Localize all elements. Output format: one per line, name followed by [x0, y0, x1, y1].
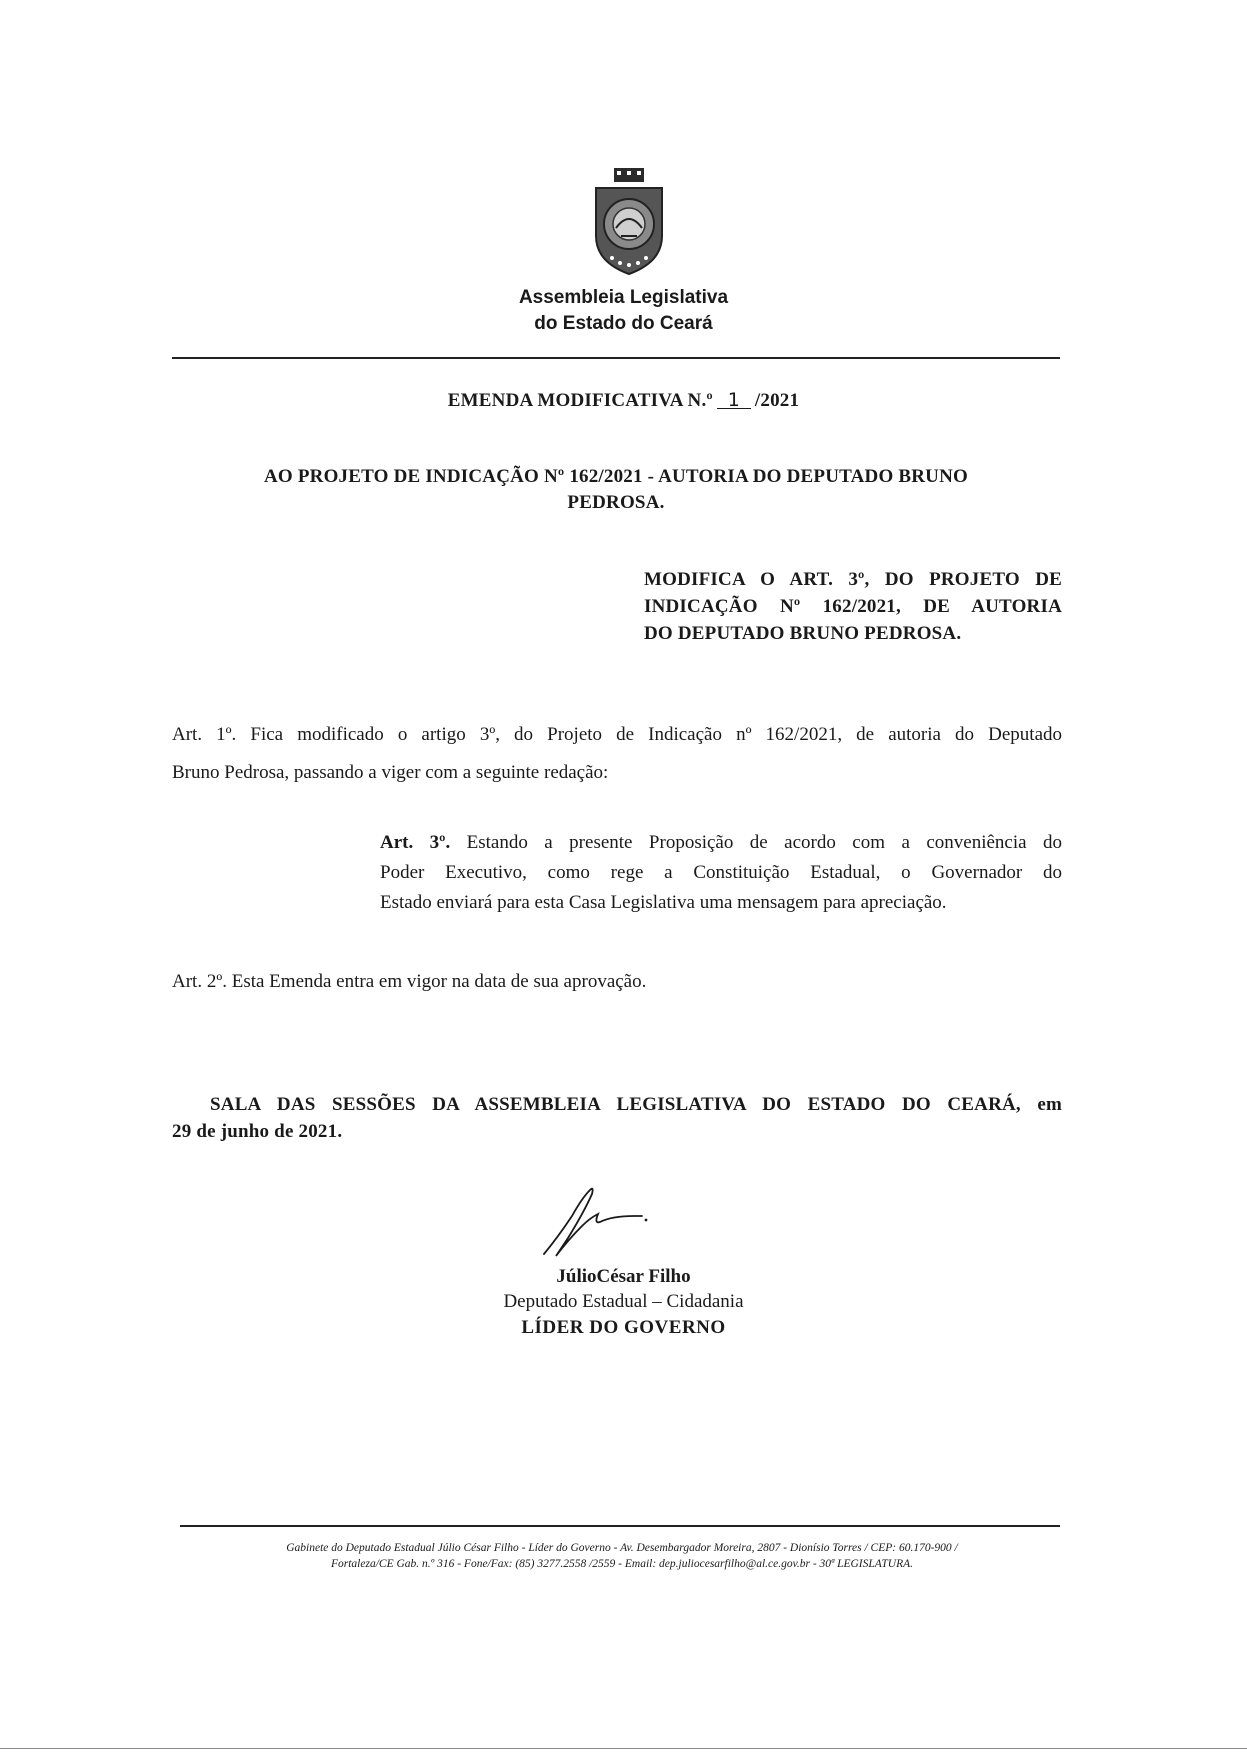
project-reference-line1: AO PROJETO DE INDICAÇÃO Nº 162/2021 - AUTORIA DO DEPUTADO BRUNO — [264, 466, 968, 487]
amendment-title-prefix: EMENDA MODIFICATIVA N.º — [447, 390, 713, 411]
closing-line2: 29 de junho de 2021. — [172, 1121, 343, 1142]
organization-name-line2: do Estado do Ceará — [534, 313, 713, 334]
amendment-title — [0, 390, 1247, 412]
signer-name: JúlioCésar Filho — [556, 1266, 691, 1287]
article-3-line2: Poder Executivo, como rege a Constituição Estadual, o Governador do — [380, 862, 1062, 883]
article-2: Art. 2º. Esta Emenda entra em vigor na data de sua aprovação. — [172, 971, 647, 992]
article-3-line1 — [380, 826, 1062, 859]
header-divider — [172, 357, 1060, 359]
summary-line3: DO DEPUTADO BRUNO PEDROSA. — [644, 623, 962, 644]
amendment-title-suffix: /2021 — [754, 390, 800, 411]
handwritten-amendment-number: 1 — [717, 392, 751, 409]
footer-address-line2: Fortaleza/CE Gab. n.º 316 - Fone/Fax: (85) 3277.2558 /2559 - Email: dep.juliocesarfilho@al.ce.gov.br - 30ª LEGISLATURA. — [330, 1558, 914, 1570]
closing-line1: SALA DAS SESSÕES DA ASSEMBLEIA LEGISLATIVA DO ESTADO DO CEARÁ, em — [210, 1094, 1062, 1115]
signer-role: Deputado Estadual – Cidadania — [503, 1291, 744, 1312]
organization-name-line1: Assembleia Legislativa — [518, 287, 729, 308]
article-1-line1: Art. 1º. Fica modificado o artigo 3º, do Projeto de Indicação nº 162/2021, de autoria do Deputado — [172, 724, 1062, 745]
scan-edge-line — [0, 1748, 1247, 1749]
article-3-line3: Estado enviará para esta Casa Legislativa uma mensagem para apreciação. — [380, 892, 947, 913]
state-coat-of-arms-icon — [586, 166, 672, 278]
footer-address-line1: Gabinete do Deputado Estadual Júlio César Filho - Líder do Governo - Av. Desembargador Moreira, 2807 - Dionísio Torres / CEP: 60.170-900 / — [286, 1542, 958, 1554]
footer-divider — [180, 1525, 1060, 1527]
article-1-line2: Bruno Pedrosa, passando a viger com a seguinte redação: — [172, 762, 609, 783]
summary-line1: MODIFICA O ART. 3º, DO PROJETO DE — [644, 569, 1062, 590]
article-3-label: Art. 3º. — [380, 832, 451, 853]
signer-title: LÍDER DO GOVERNO — [521, 1317, 726, 1338]
article-3-text1: Estando a presente Proposição de acordo com a conveniência do — [466, 832, 1063, 853]
project-reference-line2: PEDROSA. — [567, 492, 665, 513]
handwritten-signature — [538, 1182, 658, 1262]
summary-line2: INDICAÇÃO Nº 162/2021, DE AUTORIA — [644, 596, 1062, 617]
